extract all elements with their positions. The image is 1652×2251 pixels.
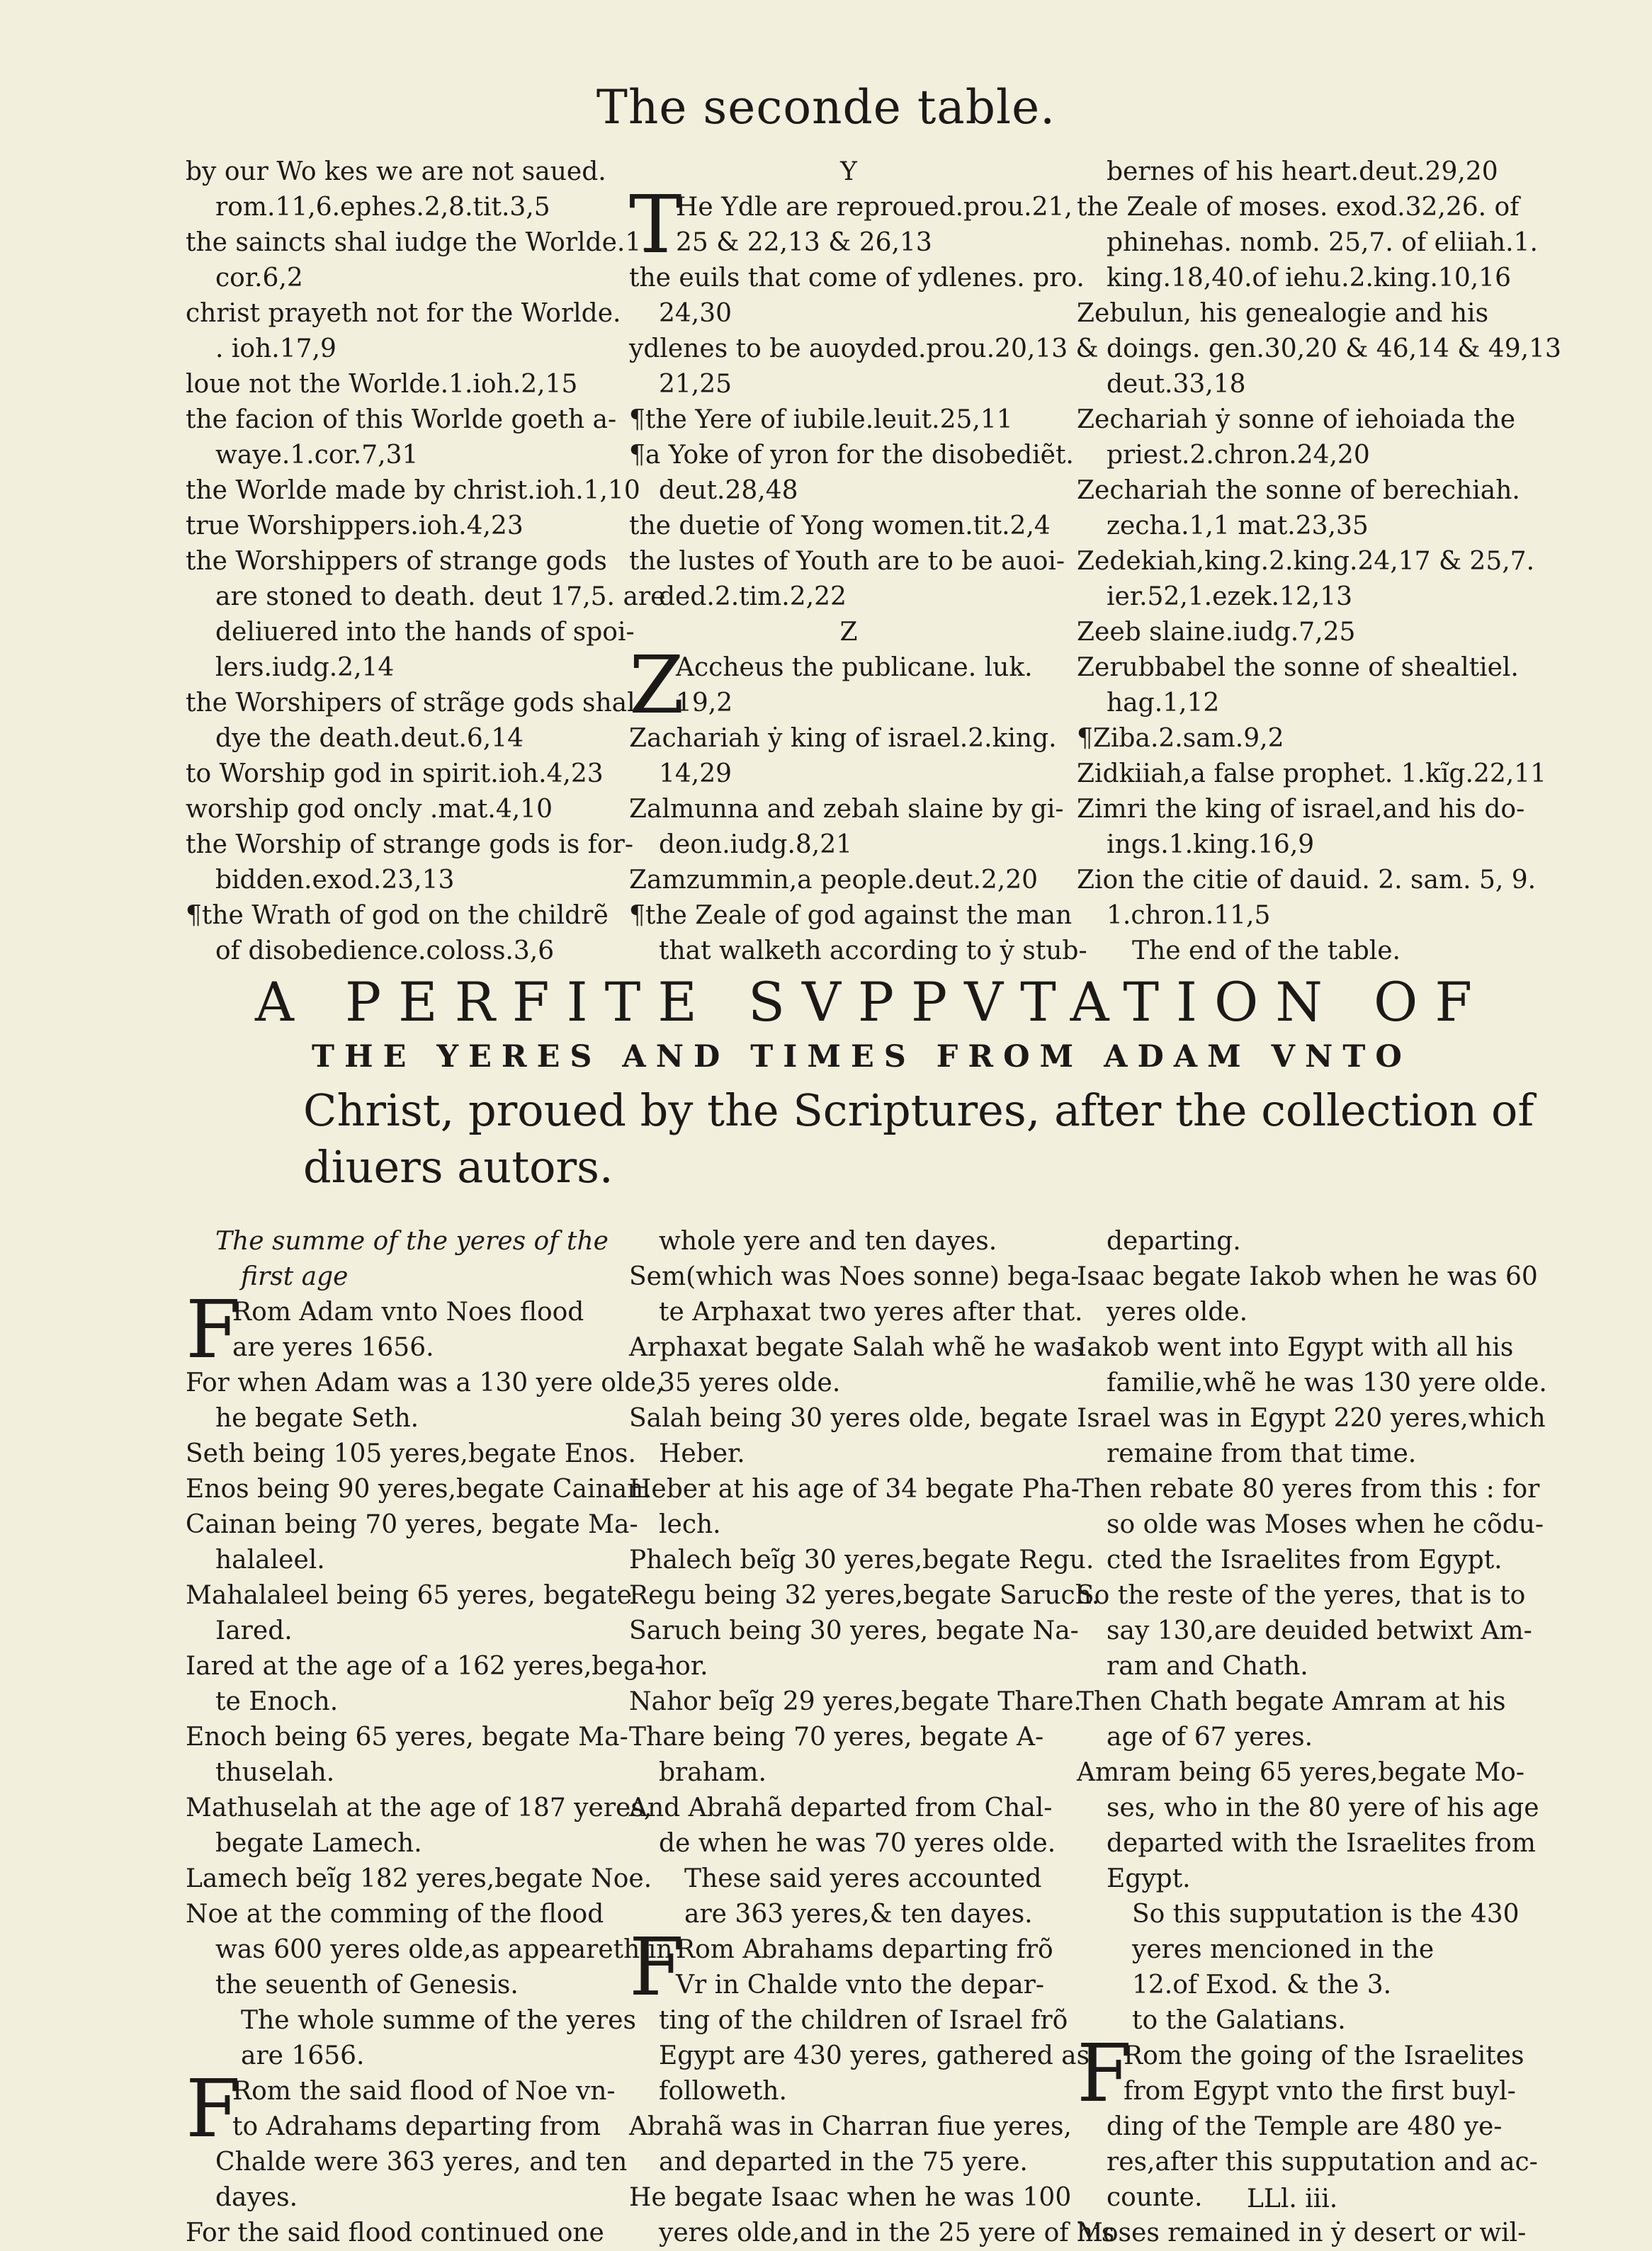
text-line: 21,25 [659,370,732,399]
text-line: yeres mencioned in the [1132,1935,1435,1964]
text-line: Then rebate 80 yeres from this : for [1077,1475,1540,1504]
text-line: are 1656. [241,2041,365,2070]
text-line: of disobedience.coloss.3,6 [215,936,555,965]
heading-lead-line-2: diuers autors. [303,1141,613,1193]
text-line: Egypt. [1107,1864,1191,1893]
text-line: These said yeres accounted [684,1864,1042,1893]
text-line: counte. [1107,2183,1203,2212]
text-line: Zachariah ẏ king of israel.2.king. [629,724,1057,753]
text-line: the saincts shal iudge the Worlde.1. [186,228,650,257]
dropcap-letter: Z [629,640,684,732]
text-line: halaleel. [215,1546,325,1575]
text-line: 19,2 [676,688,733,718]
text-line: the lustes of Youth are to be auoi- [629,547,1065,576]
text-line: deut.28,48 [659,476,798,505]
text-line: And Abrahã departed from Chal- [629,1793,1053,1822]
text-line: Nahor beĩg 29 yeres,begate Thare. [629,1687,1082,1716]
text-line: the seuenth of Genesis. [215,1971,519,2000]
text-line: lers.iudg.2,14 [215,653,395,682]
text-line: hor. [659,1652,708,1681]
text-line: loue not the Worlde.1.ioh.2,15 [186,370,578,399]
text-line: Then Chath begate Amram at his [1077,1687,1506,1716]
dropcap-paragraph [1077,2028,1530,2120]
text-line: 24,30 [659,299,732,328]
text-line: Heber. [659,1439,745,1468]
text-line: Zedekiah,king.2.king.24,17 & 25,7. [1077,547,1535,576]
text-line: Zerubbabel the sonne of shealtiel. [1077,653,1519,682]
text-line: deon.iudg.8,21 [659,830,853,859]
text-line: worship god oncly .mat.4,10 [186,795,553,824]
running-title: The seconde table. [596,80,1056,135]
text-line: followeth. [659,2077,787,2106]
text-line: true Worshippers.ioh.4,23 [186,511,524,540]
text-line: deliuered into the hands of spoi- [215,618,635,647]
text-line: phinehas. nomb. 25,7. of eliiah.1. [1107,228,1538,257]
text-line: Isaac begate Iakob when he was 60 [1077,1262,1538,1291]
text-line: So the reste of the yeres, that is to [1077,1581,1526,1610]
dropcap-letter: F [629,1922,684,2014]
text-line: Iared at the age of a 162 yeres,bega- [186,1652,664,1681]
text-line: the Zeale of moses. exod.32,26. of [1077,193,1520,222]
text-line: lech. [659,1510,721,1539]
text-line: ier.52,1.ezek.12,13 [1107,582,1353,611]
text-line: 1.chron.11,5 [1107,901,1271,930]
text-line: Zechariah the sonne of berechiah. [1077,476,1520,505]
heading-lead-line-1: Christ, proued by the Scriptures, after the collection of [303,1084,1534,1136]
text-line: braham. [659,1758,766,1787]
body-column-3 [1077,1224,1547,2251]
text-line: Sem(which was Noes sonne) bega- [629,1262,1080,1291]
text-line: so olde was Moses when he cõdu- [1107,1510,1544,1539]
text-line: waye.1.cor.7,31 [215,441,419,470]
text-line: 14,29 [659,759,732,788]
text-line: The summe of the yeres of the [215,1227,609,1256]
text-line: Saruch being 30 yeres, begate Na- [629,1616,1079,1645]
text-line: For when Adam was a 130 yere olde, [186,1368,664,1397]
letter-heading: Y [840,157,857,186]
text-line: cor.6,2 [215,263,303,293]
text-line: the euils that come of ydlenes. pro. [629,263,1085,293]
text-line: from Egypt vnto the first buyl- [1124,2077,1516,2106]
table-column-3 [1077,154,1561,969]
text-line: to Worship god in spirit.ioh.4,23 [186,759,604,788]
text-line: Zion the citie of dauid. 2. sam. 5, 9. [1077,866,1537,895]
text-line: ¶the Zeale of god against the man [629,901,1073,930]
text-line: Rom the said flood of Noe vn- [232,2077,616,2106]
text-line: was 600 yeres olde,as appeareth in [215,1935,673,1964]
text-line: doings. gen.30,20 & 46,14 & 49,13 [1107,334,1561,363]
text-line: begate Lamech. [215,1829,422,1858]
text-line: Zalmunna and zebah slaine by gi- [629,795,1064,824]
text-line: the facion of this Worlde goeth a- [186,405,617,434]
text-line: ¶a Yoke of yron for the disobediẽt. [629,441,1074,470]
text-line: Regu being 32 yeres,begate Saruch. [629,1581,1100,1610]
text-line: He Ydle are reproued.prou.21, [676,193,1073,222]
text-line: He begate Isaac when he was 100 [629,2183,1072,2212]
body-column-2 [629,1224,1115,2251]
text-line: Zidkiiah,a false prophet. 1.kĩg.22,11 [1077,759,1546,788]
text-line: rom.11,6.ephes.2,8.tit.3,5 [215,193,550,222]
text-line: Chalde were 363 yeres, and ten [215,2148,628,2177]
text-line: dayes. [215,2183,298,2212]
text-line: Amram being 65 yeres,begate Mo- [1077,1758,1525,1787]
table-column-1 [186,154,666,969]
text-line: ydlenes to be auoyded.prou.20,13 & [629,334,1099,363]
text-line: familie,whẽ he was 130 yere olde. [1107,1368,1547,1397]
text-line: Noe at the comming of the flood [186,1900,604,1929]
text-line: Egypt are 430 yeres, gathered as [659,2041,1090,2070]
heading-main: A PERFITE SVPPVTATION OF [255,970,1490,1033]
text-line: ¶Ziba.2.sam.9,2 [1077,724,1284,753]
text-line: 12.of Exod. & the 3. [1132,1971,1392,2000]
text-line: Arphaxat begate Salah whẽ he was [629,1333,1084,1362]
text-line: first age [241,1262,349,1291]
text-line: ings.1.king.16,9 [1107,830,1315,859]
text-line: bidden.exod.23,13 [215,866,455,895]
text-line: Enos being 90 yeres,begate Cainan. [186,1475,652,1504]
text-line: ¶the Yere of iubile.leuit.25,11 [629,405,1013,434]
text-line: are yeres 1656. [232,1333,434,1362]
text-line: Salah being 30 yeres olde, begate [629,1404,1068,1433]
text-line: say 130,are deuided betwixt Am- [1107,1616,1532,1645]
text-line: and departed in the 75 yere. [659,2148,1028,2177]
text-line: Iared. [215,1616,293,1645]
text-line: the Worship of strange gods is for- [186,830,634,859]
text-line: Iakob went into Egypt with all his [1077,1333,1514,1362]
text-line: age of 67 yeres. [1107,1723,1313,1752]
heading-sub: THE YERES AND TIMES FROM ADAM VNTO [312,1039,1412,1075]
text-line: Lamech beĩg 182 yeres,begate Noe. [186,1864,652,1893]
text-line: remaine from that time. [1107,1439,1417,1468]
text-line: yeres olde,and in the 25 yere of his [659,2218,1115,2247]
text-line: So this supputation is the 430 [1132,1900,1520,1929]
dropcap-letter: F [186,2063,241,2155]
text-line: Enoch being 65 yeres, begate Ma- [186,1723,628,1752]
text-line: whole yere and ten dayes. [659,1227,997,1256]
text-line: Zechariah ẏ sonne of iehoiada the [1077,405,1515,434]
text-line: king.18,40.of iehu.2.king.10,16 [1107,263,1511,293]
text-line: thuselah. [215,1758,335,1787]
text-line: Zeeb slaine.iudg.7,25 [1077,618,1356,647]
text-line: Israel was in Egypt 220 yeres,which [1077,1404,1546,1433]
text-line: the duetie of Yong women.tit.2,4 [629,511,1051,540]
text-line: the Worshippers of strange gods [186,547,607,576]
text-line: ding of the Temple are 480 ye- [1107,2112,1503,2141]
text-line: christ prayeth not for the Worlde. [186,299,621,328]
text-line: zecha.1,1 mat.23,35 [1107,511,1369,540]
text-line: ting of the children of Israel frõ [659,2006,1068,2035]
text-line: yeres olde. [1107,1298,1248,1327]
dropcap-letter: F [186,1284,241,1376]
dropcap-paragraph [629,179,1073,271]
text-line: Heber at his age of 34 begate Pha- [629,1475,1080,1504]
text-line: Phalech beĩg 30 yeres,begate Regu. [629,1546,1094,1575]
text-line: that walketh according to ẏ stub- [659,936,1087,965]
text-line: ded.2.tim.2,22 [659,582,847,611]
text-line: Seth being 105 yeres,begate Enos. [186,1439,636,1468]
signature-mark: LLl. iii. [1247,2184,1338,2213]
text-line: te Enoch. [215,1687,339,1716]
text-line: . ioh.17,9 [215,334,336,363]
text-line: hag.1,12 [1107,688,1220,718]
dropcap-letter: T [629,179,682,271]
text-line: ses, who in the 80 yere of his age [1107,1793,1539,1822]
text-line: Mahalaleel being 65 yeres, begate [186,1581,632,1610]
text-line: Thare being 70 yeres, begate A- [629,1723,1044,1752]
dropcap-paragraph [629,1922,1068,2014]
body-column-1 [186,1224,673,2251]
text-line: Rom Adam vnto Noes flood [232,1298,584,1327]
text-line: the Worlde made by christ.ioh.1,10 [186,476,640,505]
dropcap-paragraph [186,1284,625,1376]
text-line: Accheus the publicane. luk. [676,653,1033,682]
text-line: 25 & 22,13 & 26,13 [676,228,932,257]
text-line: Zebulun, his genealogie and his [1077,299,1489,328]
text-line: ram and Chath. [1107,1652,1308,1681]
text-line: departed with the Israelites from [1107,1829,1536,1858]
letter-heading: Z [839,618,858,647]
text-line: For the said flood continued one [186,2218,604,2247]
text-line: Vr in Chalde vnto the depar- [676,1971,1045,2000]
text-line: te Arphaxat two yeres after that. [659,1298,1083,1327]
text-line: Zimri the king of israel,and his do- [1077,795,1525,824]
text-line: cted the Israelites from Egypt. [1107,1546,1503,1575]
text-line: dye the death.deut.6,14 [215,724,524,753]
text-line: Moses remained in ẏ desert or wil- [1077,2218,1527,2247]
text-line: Rom Abrahams departing frõ [676,1935,1053,1964]
dropcap-paragraph [629,640,1068,732]
text-line: he begate Seth. [215,1404,419,1433]
text-line: to the Galatians. [1132,2006,1346,2035]
text-line: the Worshipers of strãge gods shal [186,688,635,718]
text-line: to Adrahams departing from [232,2112,601,2141]
text-line: Abrahã was in Charran fiue yeres, [629,2112,1072,2141]
text-line: are 363 yeres,& ten dayes. [684,1900,1033,1929]
dropcap-paragraph [186,2063,625,2155]
text-line: The end of the table. [1132,936,1401,965]
text-line: are stoned to death. deut 17,5. are [215,582,666,611]
text-line: Mathuselah at the age of 187 yeres, [186,1793,652,1822]
table-column-2 [629,154,1099,969]
text-line: priest.2.chron.24,20 [1107,441,1370,470]
text-line: de when he was 70 yeres olde. [659,1829,1056,1858]
text-line: Zamzummin,a people.deut.2,20 [629,866,1039,895]
text-line: res,after this supputation and ac- [1107,2148,1538,2177]
text-line: Rom the going of the Israelites [1124,2041,1524,2070]
text-line: Cainan being 70 yeres, begate Ma- [186,1510,638,1539]
text-line: ¶the Wrath of god on the childrẽ [186,901,609,930]
text-line: 35 yeres olde. [659,1368,841,1397]
dropcap-letter: F [1077,2028,1132,2120]
text-line: bernes of his heart.deut.29,20 [1107,157,1498,186]
text-line: deut.33,18 [1107,370,1246,399]
text-line: departing. [1107,1227,1241,1256]
text-line: The whole summe of the yeres [241,2006,637,2035]
text-line: by our Wo kes we are not saued. [186,157,606,186]
